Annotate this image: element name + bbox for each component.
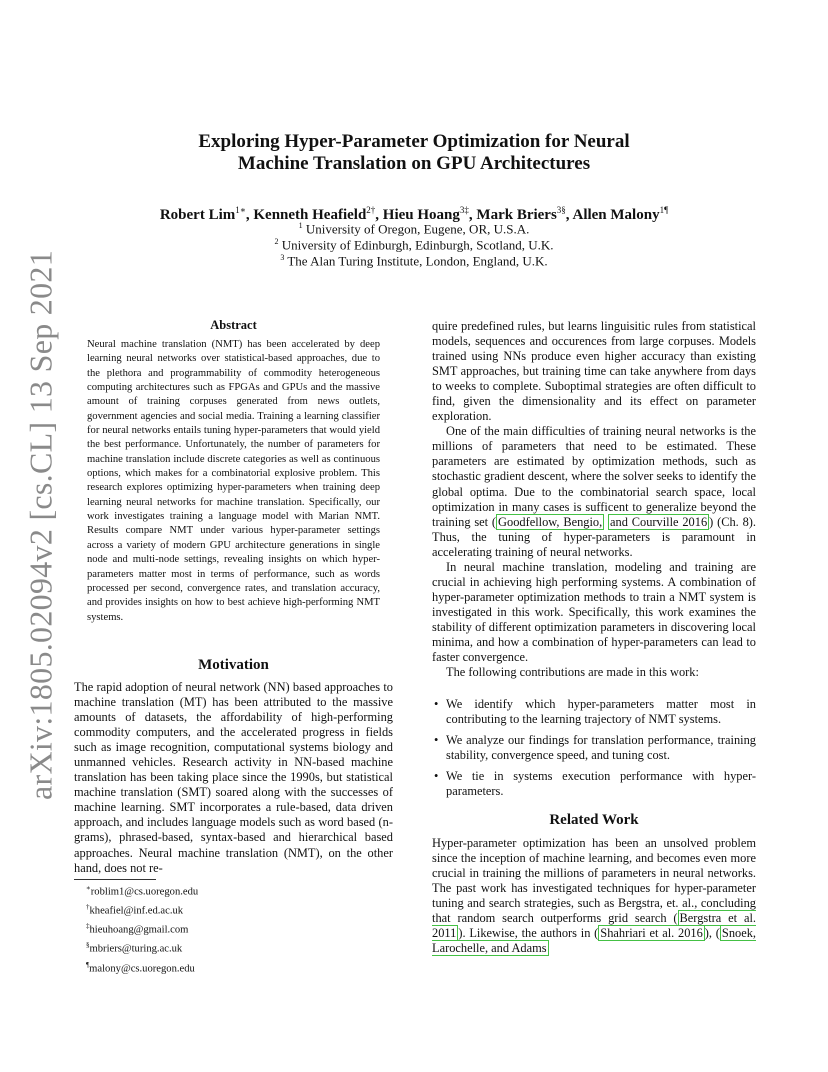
right-column-intro	[432, 319, 756, 680]
paragraph-text: One of the main difficulties of training neural networks is the millions of parameters that need to be estimated. These parameters are estimated by optimization methods, such as stochastic gradient descent, where the solver seeks to identify the global optima. Due to the combinatorial search space, local optimization in many cases is sufficent to generalize beyond the training set (	[432, 424, 756, 529]
author-mark: 2†	[366, 205, 376, 215]
footnote-text: kheafiel@inf.ed.ac.uk	[89, 905, 184, 917]
list-item-text: We tie in systems execution performance with hyper-parameters.	[446, 769, 756, 799]
intro-paragraph-2	[432, 424, 756, 559]
list-item	[432, 697, 756, 727]
footnote	[86, 919, 198, 938]
paper-title	[100, 131, 728, 175]
citation-link[interactable]: Bergstra et al. 2011	[432, 911, 756, 941]
affiliation-text: The Alan Turing Institute, London, England, U.K.	[287, 253, 548, 269]
footnote-mark: ‡	[86, 922, 90, 931]
footnote-text: hieuhoang@gmail.com	[89, 924, 189, 936]
footnote-text: mbriers@turing.ac.uk	[89, 943, 183, 955]
footnote	[86, 938, 198, 957]
author-mark: 3‡	[459, 205, 469, 215]
footnote-mark: †	[86, 903, 90, 912]
citation-link[interactable]: Shahriari et al. 2016	[600, 926, 703, 941]
paragraph-text: ) (Ch. 8). Thus, the tuning of hyper-parameters is paramount in accelerating training of neural networks.	[432, 514, 756, 559]
motivation-section	[74, 680, 393, 876]
related-work-text	[432, 836, 756, 956]
list-item	[432, 733, 756, 763]
citation-link[interactable]: and Courville 2016	[610, 514, 708, 529]
author-list: Robert Lim$^{1∗}$, Kenneth Heafield$^{2\dagger}$, Hieu Hoang$^{3\ddagger}$, Mark Briers$^{3\S}$, Allen Malony$^{1\P}$	[159, 205, 669, 223]
author-mark: 3§	[556, 205, 566, 215]
related-work-heading: Related Work	[549, 812, 639, 828]
list-item-text: We identify which hyper-parameters matter most in contributing to the learning trajectory of NMT systems.	[446, 697, 756, 727]
author-mark: 1¶	[659, 205, 669, 215]
abstract-heading: Abstract	[210, 318, 257, 332]
list-item	[432, 769, 756, 799]
citation-link[interactable]: Goodfellow, Bengio,	[498, 514, 603, 529]
contributions-list	[432, 697, 756, 805]
footnote	[86, 881, 198, 900]
affiliation-text: University of Edinburgh, Edinburgh, Scotland, U.K.	[281, 237, 554, 253]
title-line-2: Machine Translation on GPU Architectures	[237, 153, 591, 174]
author-name: Robert Lim	[159, 207, 236, 223]
motivation-text: The rapid adoption of neural network (NN) based approaches to machine translation (MT) has been attributed to the massive amounts of datasets, the affordability of high-performing commodity computers, and the accelerated progress in fields such as image recognition, computational systems biology and unmanned vehicles. Research activity in NN-based machine translation has been taking place since the 1990s, but statistical machine translation (SMT) soared along with the successes of machine learning. SMT incorporates a rule-based, data driven approach, and includes language models such as word based (n-grams), phrased-based, syntax-based and hierarchical based approaches. Neural machine translation (NMT), on the other hand, does not re-	[74, 680, 393, 875]
affiliation-text: University of Oregon, Eugene, OR, U.S.A.	[305, 221, 530, 237]
footnote-rule	[74, 879, 156, 880]
paragraph-text: ). Likewise, the authors in (	[458, 926, 599, 941]
abstract-text: Neural machine translation (NMT) has been accelerated by deep learning neural networks over statistical-based approaches, due to the plethora and programmability of commodity heterogeneous computing architectures such as FPGAs and GPUs and the massive amount of training corpuses generated from news outlets, government agencies and social media. Training a learning classifier for neural networks entails tuning hyper-parameters that would yield the best performance. Unfortunately, the number of parameters for machine translation include discrete categories as well as continuous options, which makes for a combinatorial explosive problem. This research explores optimizing hyper-parameters when training deep learning neural networks for machine translation. Specifically, our work investigates training a language model with Marian NMT. Results compare NMT under various hyper-parameter settings across a variety of modern GPU architecture generations in single node and multi-node settings, revealing insights on which hyper-parameters matter most in terms of performance, such as words processed per second, convergence rates, and translation accuracy, and provides insights on how to best achieve high-performing NMT systems.	[87, 339, 380, 623]
footnote-mark: ∗	[86, 884, 91, 892]
author-name: Kenneth Heafield	[253, 207, 367, 223]
list-item-text: We analyze our findings for translation performance, training stability, convergence speed, and tuning cost.	[446, 733, 756, 763]
author-mark: 1∗	[235, 205, 246, 215]
motivation-heading: Motivation	[198, 657, 269, 673]
intro-paragraph-3: In neural machine translation, modeling and training are crucial in achieving high performing systems. A combination of hyper-parameter optimization methods to train a NMT system is investigated in this work. Specifically, this work examines the stability of different optimization parameters in discovering local minima, and how a combination of hyper-parameters can lead to faster convergence.	[432, 559, 756, 665]
footnote	[86, 900, 198, 919]
author-name: Mark Briers	[476, 207, 557, 223]
related-work-section	[432, 836, 756, 956]
bullet-icon: •	[434, 733, 439, 748]
intro-paragraph-4: The following contributions are made in this work:	[446, 665, 699, 680]
title-line-1: Exploring Hyper-Parameter Optimization for Neural	[198, 131, 630, 152]
paragraph-text: Hyper-parameter optimization has been an unsolved problem since the inception of machine learning, and becomes even more crucial in training the millions of parameters in neural networks. The past work has investigated techniques for hyper-parameter tuning and search strategies, such as Bergstra, et. al., concluding that random search outperforms grid search (	[432, 836, 756, 926]
footnote-text: roblim1@cs.uoregon.edu	[90, 886, 199, 898]
author-name: Allen Malony	[572, 207, 660, 223]
footnote	[86, 958, 198, 977]
intro-paragraph-1: quire predefined rules, but learns linguisitic rules from statistical models, sequences and occurences from large corpuses. Models trained using NNs produce even higher accuracy than existing SMT approaches, but training time can take anywhere from days to weeks to complete. Suboptimal strategies are often difficult to find, given the dimensionality and its effect on parameter exploration.	[432, 319, 756, 424]
footnote-mark: §	[86, 941, 90, 950]
arxiv-identifier-stamp	[16, 249, 66, 801]
affiliation-number: 2	[274, 237, 279, 246]
bullet-icon: •	[434, 697, 439, 711]
bullet-icon: •	[434, 769, 439, 784]
author-name: Hieu Hoang	[382, 207, 460, 223]
affiliation-number: 1	[298, 221, 303, 230]
affiliation	[100, 250, 728, 269]
citation-link[interactable]: Snoek, Larochelle, and Adams	[432, 926, 756, 956]
arxiv-identifier: arXiv:1805.02094v2 [cs.CL] 13 Sep 2021	[22, 249, 59, 801]
footnotes	[86, 881, 198, 977]
affiliation-number: 3	[280, 253, 285, 262]
footnote-text: malony@cs.uoregon.edu	[89, 963, 195, 975]
paragraph-text: ), (	[704, 926, 720, 941]
footnote-mark: ¶	[86, 960, 90, 969]
